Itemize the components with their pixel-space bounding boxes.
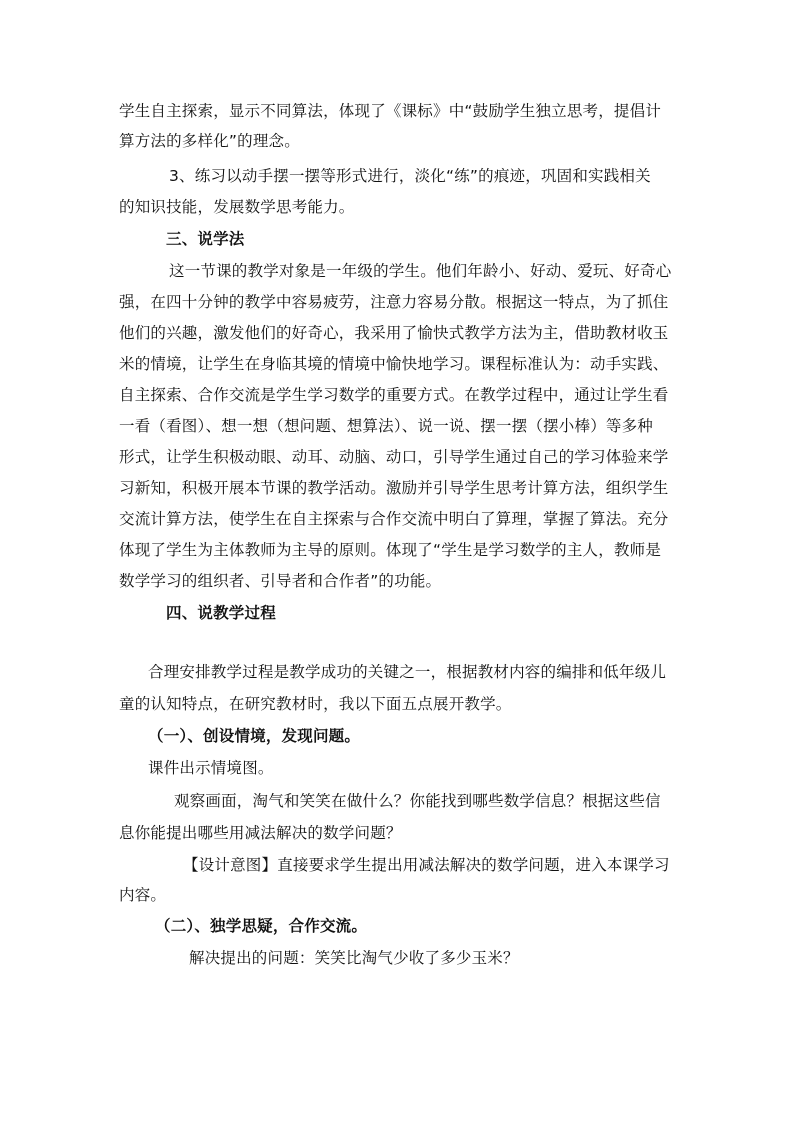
paragraph-line: 合理安排教学过程是教学成功的关键之一，根据教材内容的编排和低年级儿 [148,663,667,681]
paragraph-line: 强，在四十分钟的教学中容易疲劳，注意力容易分散。根据这一特点，为了抓住 [119,293,669,311]
paragraph-line: 这一节课的教学对象是一年级的学生。他们年龄小、好动、爱玩、好奇心 [169,262,672,280]
paragraph-line: 的知识技能，发展数学思考能力。 [119,198,355,216]
paragraph-line: 数学学习的组织者、引导者和合作者”的功能。 [119,572,442,590]
paragraph-line: 息你能提出哪些用减法解决的数学问题？ [119,824,402,842]
paragraph-line: 观察画面，淘气和笑笑在做什么？你能找到哪些数学信息？根据这些信 [174,792,661,810]
section-heading: 三、说学法 [166,230,245,248]
paragraph-line: 米的情境，让学生在身临其境的情境中愉快地学习。课程标准认为：动手实践、 [119,355,669,373]
subsection-heading: （二）、独学思疑，合作交流。 [155,917,368,935]
paragraph-line: 童的认知特点，在研究教材时，我以下面五点展开教学。 [119,695,512,713]
design-intent-line: 【设计意图】直接要求学生提出用减法解决的数学问题，进入本课学习 [183,856,670,874]
paragraph-line: 体现了学生为主体教师为主导的原则。体现了“学生是学习数学的主人，教师是 [119,541,662,559]
paragraph-line: 算方法的多样化”的理念。 [119,132,300,150]
paragraph-line: 自主探索、合作交流是学生学习数学的重要方式。在教学过程中，通过让学生看 [119,386,669,404]
paragraph-line: 课件出示情境图。 [148,759,274,777]
paragraph-line: 形式，让学生积极动眼、动耳、动脑、动口，引导学生通过自己的学习体验来学 [119,448,669,466]
subsection-heading: （一）、创设情境，发现问题。 [148,727,361,745]
paragraph-line: 一看（看图）、想一想（想问题、想算法）、说一说、摆一摆（摆小棒）等多种 [119,417,654,435]
paragraph-line: 3、练习以动手摆一摆等形式进行，淡化“练”的痕迹，巩固和实践相关 [169,167,651,185]
section-heading: 四、说教学过程 [166,604,276,622]
paragraph-line: 习新知，积极开展本节课的教学活动。激励并引导学生思考计算方法，组织学生 [119,479,669,497]
paragraph-line: 解决提出的问题：笑笑比淘气少收了多少玉米？ [189,949,519,967]
paragraph-line: 学生自主探索，显示不同算法，体现了《课标》中“鼓励学生独立思考，提倡计 [119,102,662,120]
paragraph-line: 他们的兴趣，激发他们的好奇心，我采用了愉快式教学方法为主，借助教材收玉 [119,324,669,342]
paragraph-line: 交流计算方法，使学生在自主探索与合作交流中明白了算理，掌握了算法。充分 [119,510,669,528]
paragraph-line: 内容。 [119,886,167,904]
